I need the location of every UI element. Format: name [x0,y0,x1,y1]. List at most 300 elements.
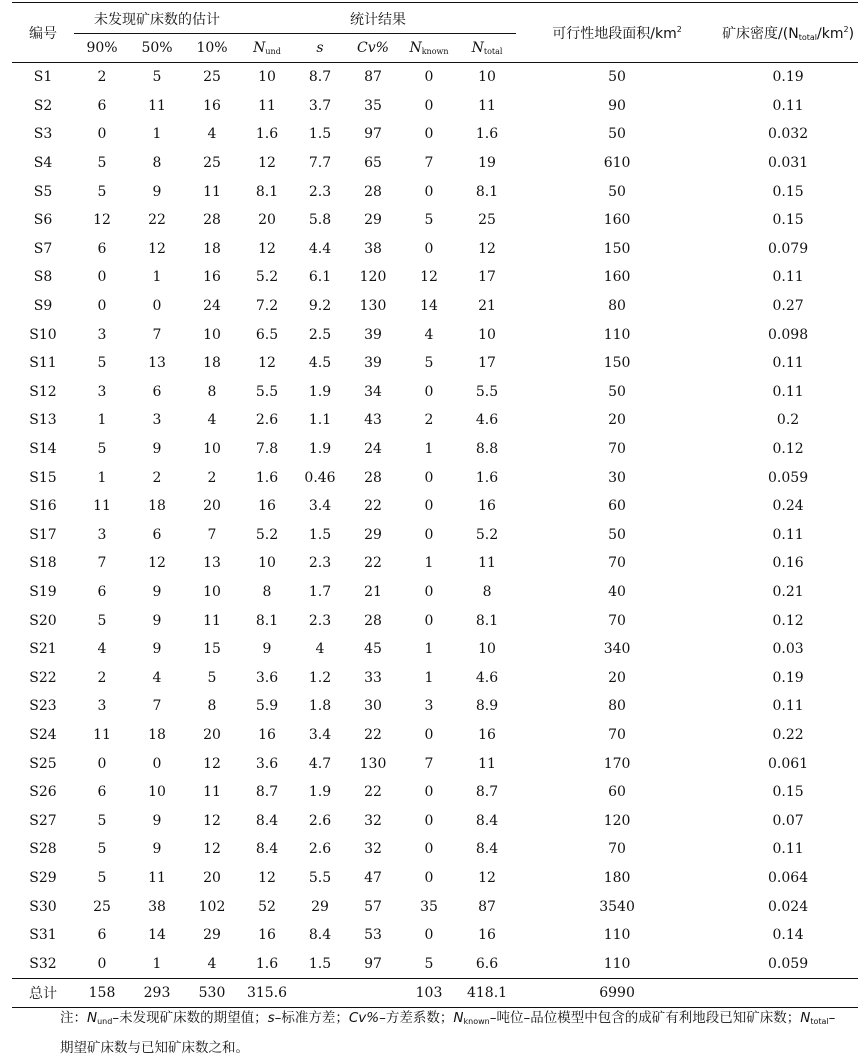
cell-p10: 10 [203,326,221,343]
total-p90: 158 [74,979,130,1008]
total-s [294,979,346,1008]
cell-s: 8.4 [308,927,332,944]
cell-cv: 33 [364,669,382,686]
total-nknown: 103 [400,979,458,1008]
cell-p10: 25 [203,155,221,172]
cell-p90: 6 [97,97,107,114]
cell-p50: 38 [148,898,166,915]
cell-density: 0.079 [768,240,809,257]
cell-id: S1 [33,69,53,86]
cell-id: S5 [33,183,53,200]
cell-nund: 8.4 [255,812,279,829]
cell-nund: 16 [258,726,276,743]
cell-cv: 30 [364,698,382,715]
cell-area: 110 [603,955,631,972]
cell-p90: 5 [97,155,107,172]
cell-nknown: 0 [424,183,434,200]
cell-p90: 2 [97,669,107,686]
cell-id: S30 [29,898,57,915]
cell-s: 1.2 [308,669,332,686]
cell-p50: 18 [148,498,166,515]
cell-nknown: 0 [424,583,434,600]
cell-p10: 18 [203,240,221,257]
table-row [12,749,858,778]
cell-nknown: 7 [424,755,434,772]
cell-nknown: 0 [424,784,434,801]
cell-ntotal: 12 [478,240,496,257]
cell-p50: 0 [152,298,162,315]
cell-p50: 6 [152,383,162,400]
cell-p50: 0 [152,755,162,772]
cell-s: 2.3 [308,183,332,200]
cell-nknown: 5 [424,212,434,229]
cell-p10: 8 [207,698,217,715]
cell-s: 1.5 [308,526,332,543]
cell-id: S31 [29,927,57,944]
cell-nknown: 0 [424,469,434,486]
cell-id: S12 [29,383,57,400]
cell-s: 3.4 [308,726,332,743]
cell-nknown: 0 [424,726,434,743]
cell-p90: 1 [97,469,107,486]
cell-p50: 10 [148,784,166,801]
total-ntotal: 418.1 [458,979,516,1008]
cell-p10: 4 [207,126,217,143]
cell-ntotal: 87 [478,898,496,915]
cell-nund: 12 [258,355,276,372]
cell-p90: 6 [97,583,107,600]
cell-p10: 16 [203,97,221,114]
table-row [12,349,858,378]
header-density: 矿床密度$/(N_{total}/km^2)$ [718,4,858,63]
cell-cv: 32 [364,812,382,829]
cell-ntotal: 11 [478,755,496,772]
cell-s: 4.5 [308,355,332,372]
cell-s: 1.5 [308,955,332,972]
cell-p10: 5 [207,669,217,686]
cell-ntotal: 17 [478,355,496,372]
cell-area: 60 [608,784,626,801]
cell-s: 1.7 [308,583,332,600]
total-p50: 293 [130,979,184,1008]
table-top-rule [12,2,858,3]
table-row [12,921,858,950]
cell-p10: 12 [203,812,221,829]
cell-nknown: 2 [424,412,434,429]
total-id: 总计 [12,979,74,1008]
cell-cv: 22 [364,498,382,515]
cell-p50: 11 [148,97,166,114]
cell-cv: 34 [364,383,382,400]
cell-nund: 3.6 [255,755,279,772]
cell-p50: 9 [152,441,162,458]
cell-nund: 8.4 [255,841,279,858]
cell-nund: 1.6 [255,469,279,486]
cell-s: 1.9 [308,784,332,801]
table-row [12,492,858,521]
table-row [12,120,858,149]
cell-p90: 0 [97,298,107,315]
cell-p90: 5 [97,841,107,858]
cell-id: S23 [29,698,57,715]
cell-p50: 9 [152,841,162,858]
cell-p10: 20 [203,726,221,743]
cell-p90: 0 [97,755,107,772]
cell-p90: 3 [97,698,107,715]
cell-nknown: 0 [424,498,434,515]
header-p10: 10% [184,34,240,63]
cell-nund: 5.9 [255,698,279,715]
cell-nund: 7.8 [255,441,279,458]
cell-p10: 11 [203,612,221,629]
cell-nknown: 3 [424,698,434,715]
cell-density: 0.15 [772,784,804,801]
cell-nknown: 1 [424,441,434,458]
cell-id: S17 [29,526,57,543]
header-id: 编号 [12,4,74,63]
total-area: 6990 [516,979,718,1008]
cell-density: 0.16 [772,555,804,572]
cell-nund: 1.6 [255,126,279,143]
cell-s: 2.3 [308,555,332,572]
cell-nund: 20 [258,212,276,229]
cell-p90: 5 [97,441,107,458]
cell-id: S24 [29,726,57,743]
cell-nund: 16 [258,498,276,515]
cell-density: 0.11 [772,526,804,543]
cell-p50: 1 [152,126,162,143]
cell-ntotal: 19 [478,155,496,172]
cell-ntotal: 16 [478,726,496,743]
cell-ntotal: 8.1 [475,612,499,629]
cell-nund: 8.1 [255,612,279,629]
cell-p90: 2 [97,69,107,86]
cell-area: 110 [603,326,631,343]
table-row [12,864,858,893]
table-row [12,663,858,692]
cell-nund: 8.1 [255,183,279,200]
cell-area: 170 [603,755,631,772]
cell-id: S16 [29,498,57,515]
cell-area: 70 [608,441,626,458]
table-row [12,206,858,235]
cell-density: 0.27 [772,298,804,315]
cell-area: 70 [608,612,626,629]
cell-nknown: 0 [424,612,434,629]
header-ntotal: $N_{total}$ [458,34,516,63]
cell-p10: 24 [203,298,221,315]
cell-p50: 4 [152,669,162,686]
cell-area: 160 [603,212,631,229]
cell-nund: 52 [258,898,276,915]
cell-p10: 7 [207,526,217,543]
cell-id: S25 [29,755,57,772]
total-p10: 530 [184,979,240,1008]
cell-nknown: 1 [424,555,434,572]
cell-density: 0.11 [772,355,804,372]
cell-cv: 29 [364,212,382,229]
cell-p50: 7 [152,326,162,343]
cell-ntotal: 21 [478,298,496,315]
header-cv: Cv% [346,34,400,63]
cell-nknown: 35 [420,898,438,915]
cell-nknown: 0 [424,69,434,86]
cell-ntotal: 12 [478,869,496,886]
cell-nknown: 0 [424,869,434,886]
cell-nknown: 0 [424,841,434,858]
cell-nknown: 12 [420,269,438,286]
cell-cv: 97 [364,955,382,972]
cell-cv: 22 [364,726,382,743]
cell-p10: 13 [203,555,221,572]
cell-ntotal: 5.2 [475,526,499,543]
header-p90: 90% [74,34,130,63]
cell-p10: 12 [203,841,221,858]
cell-p10: 15 [203,641,221,658]
cell-id: S3 [33,126,53,143]
cell-id: S20 [29,612,57,629]
cell-density: 0.22 [772,726,804,743]
cell-nund: 2.6 [255,412,279,429]
cell-id: S14 [29,441,57,458]
cell-nund: 11 [258,97,276,114]
table-row [12,578,858,607]
cell-area: 20 [608,669,626,686]
cell-area: 60 [608,498,626,515]
cell-cv: 57 [364,898,382,915]
cell-ntotal: 1.6 [475,126,499,143]
cell-nund: 12 [258,240,276,257]
cell-p90: 3 [97,383,107,400]
cell-s: 1.9 [308,383,332,400]
cell-nknown: 0 [424,126,434,143]
cell-p50: 12 [148,555,166,572]
cell-p90: 6 [97,927,107,944]
header-group-stats: 统计结果 [240,4,516,34]
cell-id: S4 [33,155,53,172]
cell-density: 0.21 [772,583,804,600]
table-row [12,177,858,206]
cell-area: 160 [603,269,631,286]
cell-area: 150 [603,355,631,372]
total-cv [346,979,400,1008]
cell-density: 0.024 [768,898,809,915]
cell-p90: 0 [97,126,107,143]
cell-nknown: 0 [424,383,434,400]
header-s: s [294,34,346,63]
cell-nknown: 5 [424,955,434,972]
cell-area: 70 [608,555,626,572]
cell-p10: 12 [203,755,221,772]
cell-s: 6.1 [308,269,332,286]
cell-area: 80 [608,698,626,715]
table-row [12,835,858,864]
cell-p50: 9 [152,583,162,600]
cell-cv: 53 [364,927,382,944]
cell-p50: 1 [152,269,162,286]
table-row [12,521,858,550]
cell-cv: 47 [364,869,382,886]
cell-id: S7 [33,240,53,257]
cell-p10: 10 [203,583,221,600]
cell-s: 8.7 [308,69,332,86]
cell-p50: 9 [152,183,162,200]
cell-ntotal: 25 [478,212,496,229]
cell-p90: 12 [93,212,111,229]
cell-nund: 3.6 [255,669,279,686]
cell-p10: 10 [203,441,221,458]
cell-p50: 1 [152,955,162,972]
cell-p90: 6 [97,240,107,257]
cell-density: 0.07 [772,812,804,829]
cell-p10: 28 [203,212,221,229]
cell-id: S2 [33,97,53,114]
cell-p90: 5 [97,812,107,829]
header-p50: 50% [130,34,184,63]
cell-p10: 20 [203,869,221,886]
cell-ntotal: 4.6 [475,669,499,686]
cell-p50: 2 [152,469,162,486]
cell-area: 20 [608,412,626,429]
cell-p50: 7 [152,698,162,715]
cell-nknown: 0 [424,526,434,543]
cell-p50: 12 [148,240,166,257]
cell-nund: 9 [262,641,272,658]
cell-nund: 8.7 [255,784,279,801]
cell-cv: 32 [364,841,382,858]
cell-id: S28 [29,841,57,858]
cell-p50: 22 [148,212,166,229]
cell-p50: 3 [152,412,162,429]
table-row [12,92,858,121]
cell-nund: 1.6 [255,955,279,972]
cell-area: 50 [608,526,626,543]
cell-area: 70 [608,841,626,858]
cell-p50: 9 [152,612,162,629]
cell-s: 9.2 [308,298,332,315]
table-row [12,949,858,978]
cell-p90: 6 [97,784,107,801]
cell-density: 0.032 [768,126,809,143]
cell-ntotal: 10 [478,641,496,658]
cell-p50: 13 [148,355,166,372]
cell-p10: 4 [207,412,217,429]
cell-p50: 18 [148,726,166,743]
table-row [12,721,858,750]
cell-p10: 2 [207,469,217,486]
table-row [12,692,858,721]
cell-p90: 7 [97,555,107,572]
cell-p10: 102 [198,898,226,915]
cell-s: 1.5 [308,126,332,143]
cell-nknown: 5 [424,355,434,372]
cell-s: 4.4 [308,240,332,257]
cell-area: 340 [603,641,631,658]
cell-p10: 8 [207,383,217,400]
table-row [12,778,858,807]
cell-p90: 1 [97,412,107,429]
cell-density: 0.19 [772,669,804,686]
cell-p10: 18 [203,355,221,372]
cell-area: 50 [608,126,626,143]
cell-p90: 0 [97,955,107,972]
cell-nund: 16 [258,927,276,944]
cell-cv: 22 [364,784,382,801]
cell-id: S6 [33,212,53,229]
cell-density: 0.15 [772,183,804,200]
cell-cv: 24 [364,441,382,458]
cell-density: 0.19 [772,69,804,86]
table-footnote: 注：$N_{und}-$未发现矿床数的期望值；s–标准方差；Cv%–方差系数；$N_{known}-$吨位–品位模型中包含的成矿有利地段已知矿床数；$N_{total}-$期望矿床数与已知矿床数之和。 [60,1010,836,1056]
cell-ntotal: 4.6 [475,412,499,429]
cell-p50: 6 [152,526,162,543]
table-row [12,320,858,349]
header-nund: $N_{und}$ [240,34,294,63]
cell-id: S19 [29,583,57,600]
cell-ntotal: 8.8 [475,441,499,458]
cell-nknown: 0 [424,97,434,114]
cell-cv: 28 [364,612,382,629]
cell-cv: 29 [364,526,382,543]
cell-s: 2.6 [308,841,332,858]
cell-density: 0.064 [768,869,809,886]
cell-id: S8 [33,269,53,286]
table-row [12,263,858,292]
cell-p90: 11 [93,726,111,743]
cell-density: 0.24 [772,498,804,515]
cell-p50: 11 [148,869,166,886]
table-row [12,635,858,664]
cell-density: 0.059 [768,469,809,486]
cell-id: S11 [29,355,57,372]
cell-id: S22 [29,669,57,686]
cell-nund: 5.2 [255,269,279,286]
cell-area: 610 [603,155,631,172]
cell-id: S18 [29,555,57,572]
cell-p90: 0 [97,269,107,286]
cell-p10: 29 [203,927,221,944]
cell-ntotal: 8.9 [475,698,499,715]
cell-s: 4.7 [308,755,332,772]
table-row [12,463,858,492]
cell-cv: 130 [359,755,387,772]
cell-nund: 10 [258,69,276,86]
cell-density: 0.061 [768,755,809,772]
cell-density: 0.098 [768,326,809,343]
cell-nund: 5.5 [255,383,279,400]
cell-ntotal: 8.7 [475,784,499,801]
cell-cv: 39 [364,355,382,372]
table-row [12,378,858,407]
cell-cv: 22 [364,555,382,572]
cell-cv: 38 [364,240,382,257]
cell-density: 0.14 [772,927,804,944]
cell-density: 0.11 [772,383,804,400]
cell-p10: 16 [203,269,221,286]
table-row [12,435,858,464]
cell-nund: 12 [258,869,276,886]
cell-area: 70 [608,726,626,743]
table-row [12,235,858,264]
cell-density: 0.11 [772,269,804,286]
cell-cv: 45 [364,641,382,658]
cell-area: 120 [603,812,631,829]
cell-id: S13 [29,412,57,429]
cell-density: 0.12 [772,441,804,458]
cell-ntotal: 8 [482,583,492,600]
cell-s: 7.7 [308,155,332,172]
table-body [12,63,858,1008]
